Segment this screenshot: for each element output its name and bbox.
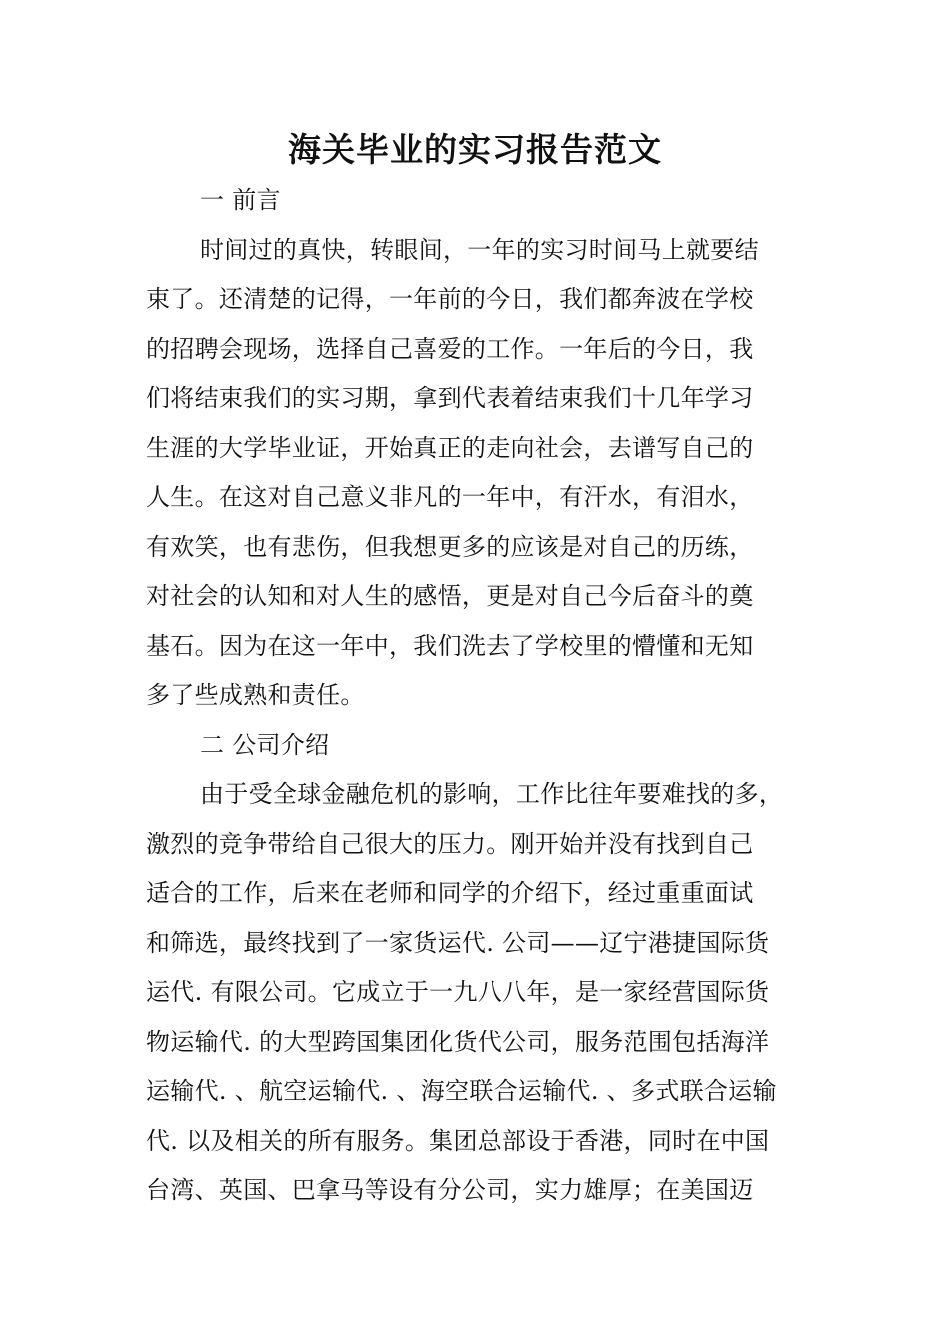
text-line: 代. 以及相关的所有服务。集团总部设于香港，同时在中国 xyxy=(146,1126,770,1155)
text-line: 适合的工作，后来在老师和同学的介绍下，经过重重面试 xyxy=(146,879,754,907)
text-line: 多了些成熟和责任。 xyxy=(146,681,365,709)
text-line: 束了。还清楚的记得，一年前的今日，我们都奔波在学校 xyxy=(146,285,754,313)
text-line: 台湾、英国、巴拿马等设有分公司，实力雄厚；在美国迈 xyxy=(146,1176,754,1204)
text-line: 运代. 有限公司。它成立于一九八八年，是一家经营国际货 xyxy=(146,978,770,1006)
text-line: 由于受全球金融危机的影响，工作比往年要难找的多， xyxy=(200,780,784,808)
text-line: 们将结束我们的实习期，拿到代表着结束我们十几年学习 xyxy=(146,384,754,412)
text-line: 和筛选，最终找到了一家货运代. 公司——辽宁港捷国际货 xyxy=(146,928,770,957)
text-line: 生涯的大学毕业证，开始真正的走向社会，去谱写自己的 xyxy=(146,433,754,462)
text-line: 二 公司介绍 xyxy=(200,730,330,759)
text-line: 运输代. 、航空运输代. 、海空联合运输代. 、多式联合运输 xyxy=(146,1077,777,1105)
text-line: 激烈的竞争带给自己很大的压力。刚开始并没有找到自己 xyxy=(146,829,754,858)
text-line: 物运输代. 的大型跨国集团化货代公司，服务范围包括海洋 xyxy=(146,1027,770,1056)
text-line: 的招聘会现场，选择自己喜爱的工作。一年后的今日，我 xyxy=(146,334,754,363)
text-line: 一 前言 xyxy=(200,186,281,214)
text-line: 时间过的真快，转眼间，一年的实习时间马上就要结 xyxy=(200,235,759,264)
text-line: 人生。在这对自己意义非凡的一年中，有汗水，有泪水， xyxy=(146,483,754,511)
text-line: 对社会的认知和对人生的感悟，更是对自己今后奋斗的奠 xyxy=(146,582,754,610)
document-title: 海关毕业的实习报告范文 xyxy=(288,130,662,169)
document-body xyxy=(146,176,814,1216)
text-line: 有欢笑，也有悲伤，但我想更多的应该是对自己的历练， xyxy=(146,532,754,561)
text-line: 基石。因为在这一年中，我们洗去了学校里的懵懂和无知 xyxy=(146,631,754,660)
